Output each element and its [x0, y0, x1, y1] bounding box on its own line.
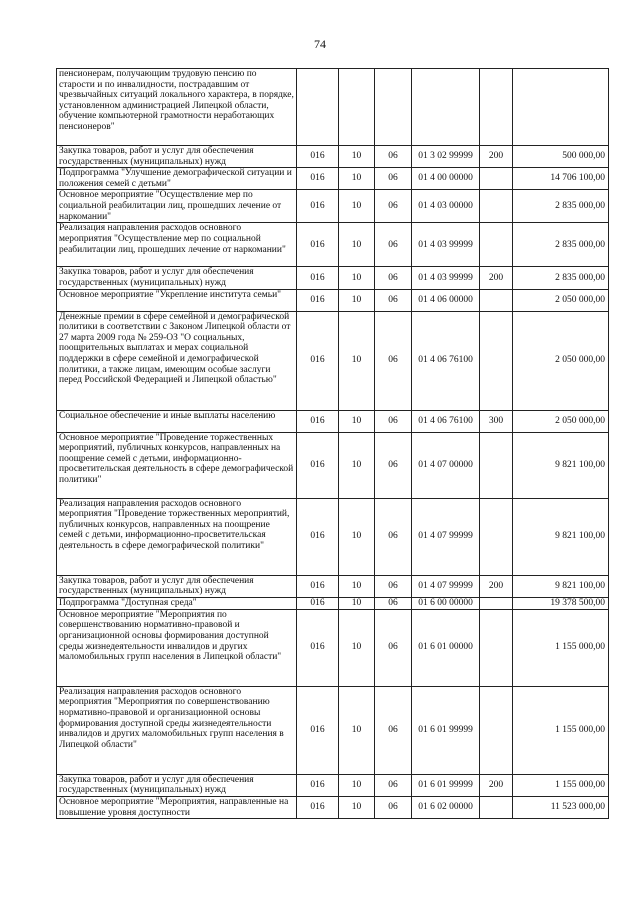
section-code-cell: 10	[339, 597, 375, 609]
row-name-cell: Реализация направления расходов основного мероприятия "Осуществление мер по социальной реабилитации лиц, прошедших лечение от наркомании"	[57, 223, 297, 267]
section-code-cell: 10	[339, 267, 375, 289]
amount-cell: 19 378 500,00	[513, 597, 609, 609]
budget-table-body	[57, 69, 609, 819]
expense-type-cell: 200	[480, 575, 513, 597]
table-row	[57, 686, 609, 774]
grbs-code-cell: 016	[297, 597, 339, 609]
amount-cell: 2 835 000,00	[513, 267, 609, 289]
expense-type-cell	[480, 69, 513, 146]
section-code-cell: 10	[339, 796, 375, 818]
grbs-code-cell: 016	[297, 289, 339, 311]
section-code-cell: 10	[339, 498, 375, 575]
section-code-cell: 10	[339, 432, 375, 498]
subsection-code-cell: 06	[375, 190, 412, 223]
expense-type-cell	[480, 686, 513, 774]
amount-cell: 2 050 000,00	[513, 410, 609, 432]
expense-type-cell: 200	[480, 267, 513, 289]
subsection-code-cell: 06	[375, 410, 412, 432]
row-name-cell: Закупка товаров, работ и услуг для обеспечения государственных (муниципальных) нужд	[57, 267, 297, 289]
subsection-code-cell: 06	[375, 289, 412, 311]
table-row	[57, 267, 609, 289]
expense-type-cell	[480, 311, 513, 410]
expense-type-cell	[480, 168, 513, 190]
amount-cell: 1 155 000,00	[513, 609, 609, 686]
table-row	[57, 146, 609, 168]
expense-type-cell: 200	[480, 774, 513, 796]
amount-cell: 9 821 100,00	[513, 575, 609, 597]
amount-cell: 1 155 000,00	[513, 774, 609, 796]
table-row	[57, 410, 609, 432]
subsection-code-cell: 06	[375, 796, 412, 818]
section-code-cell: 10	[339, 686, 375, 774]
section-code-cell: 10	[339, 168, 375, 190]
section-code-cell	[339, 69, 375, 146]
target-article-cell: 01 4 07 99999	[412, 498, 480, 575]
grbs-code-cell: 016	[297, 410, 339, 432]
row-name-cell: Основное мероприятие "Укрепление института семьи"	[57, 289, 297, 311]
table-row	[57, 190, 609, 223]
amount-cell: 500 000,00	[513, 146, 609, 168]
amount-cell: 1 155 000,00	[513, 686, 609, 774]
target-article-cell: 01 6 01 99999	[412, 686, 480, 774]
grbs-code-cell: 016	[297, 686, 339, 774]
grbs-code-cell: 016	[297, 223, 339, 267]
target-article-cell: 01 4 03 99999	[412, 267, 480, 289]
grbs-code-cell: 016	[297, 190, 339, 223]
row-name-cell: Основное мероприятие "Мероприятия по совершенствованию нормативно-правовой и организационной основы формирования доступной среды жизнедеятельности инвалидов и других маломобильных групп населения в Липецкой области"	[57, 609, 297, 686]
amount-cell: 2 050 000,00	[513, 311, 609, 410]
section-code-cell: 10	[339, 774, 375, 796]
subsection-code-cell: 06	[375, 311, 412, 410]
grbs-code-cell: 016	[297, 432, 339, 498]
subsection-code-cell	[375, 69, 412, 146]
grbs-code-cell: 016	[297, 146, 339, 168]
table-row	[57, 311, 609, 410]
section-code-cell: 10	[339, 190, 375, 223]
amount-cell: 11 523 000,00	[513, 796, 609, 818]
target-article-cell	[412, 69, 480, 146]
target-article-cell: 01 4 00 00000	[412, 168, 480, 190]
expense-type-cell	[480, 796, 513, 818]
subsection-code-cell: 06	[375, 575, 412, 597]
amount-cell	[513, 69, 609, 146]
subsection-code-cell: 06	[375, 267, 412, 289]
subsection-code-cell: 06	[375, 686, 412, 774]
page-number: 74	[314, 37, 326, 51]
budget-table	[56, 68, 609, 819]
section-code-cell: 10	[339, 609, 375, 686]
table-row	[57, 609, 609, 686]
row-name-cell: Реализация направления расходов основного мероприятия "Мероприятия по совершенствованию нормативно-правовой и организационной основы формирования доступной среды жизнедеятельности инвалидов и других маломобильных групп населения в Липецкой области"	[57, 686, 297, 774]
subsection-code-cell: 06	[375, 223, 412, 267]
section-code-cell: 10	[339, 146, 375, 168]
target-article-cell: 01 3 02 99999	[412, 146, 480, 168]
target-article-cell: 01 4 06 76100	[412, 410, 480, 432]
target-article-cell: 01 4 07 99999	[412, 575, 480, 597]
target-article-cell: 01 6 01 99999	[412, 774, 480, 796]
section-code-cell: 10	[339, 410, 375, 432]
expense-type-cell	[480, 432, 513, 498]
amount-cell: 2 835 000,00	[513, 190, 609, 223]
section-code-cell: 10	[339, 289, 375, 311]
expense-type-cell	[480, 289, 513, 311]
subsection-code-cell: 06	[375, 597, 412, 609]
target-article-cell: 01 4 06 00000	[412, 289, 480, 311]
table-row	[57, 69, 609, 146]
target-article-cell: 01 6 00 00000	[412, 597, 480, 609]
table-row	[57, 575, 609, 597]
table-row	[57, 597, 609, 609]
amount-cell: 14 706 100,00	[513, 168, 609, 190]
row-name-cell: Денежные премии в сфере семейной и демографической политики в соответствии с Законом Липецкой области от 27 марта 2009 года № 259-ОЗ "О социальных, поощрительных выплатах и мерах социальной поддержки в сфере семейной и демографической политики, а также лицам, имеющим особые заслуги перед Российской Федерацией и Липецкой областью"	[57, 311, 297, 410]
subsection-code-cell: 06	[375, 498, 412, 575]
table-row	[57, 498, 609, 575]
target-article-cell: 01 6 02 00000	[412, 796, 480, 818]
amount-cell: 2 050 000,00	[513, 289, 609, 311]
grbs-code-cell: 016	[297, 267, 339, 289]
subsection-code-cell: 06	[375, 774, 412, 796]
subsection-code-cell: 06	[375, 146, 412, 168]
grbs-code-cell: 016	[297, 498, 339, 575]
amount-cell: 9 821 100,00	[513, 498, 609, 575]
grbs-code-cell: 016	[297, 774, 339, 796]
amount-cell: 9 821 100,00	[513, 432, 609, 498]
expense-type-cell: 300	[480, 410, 513, 432]
row-name-cell: Реализация направления расходов основного мероприятия "Проведение торжественных мероприятий, публичных конкурсов, направленных на поощрение семей с детьми, информационно-просветительская деятельность в сфере демографической политики"	[57, 498, 297, 575]
expense-type-cell	[480, 597, 513, 609]
row-name-cell: Основное мероприятие "Проведение торжественных мероприятий, публичных конкурсов, направленных на поощрение семей с детьми, информационно-просветительская деятельность в сфере демографической политики"	[57, 432, 297, 498]
expense-type-cell	[480, 498, 513, 575]
target-article-cell: 01 6 01 00000	[412, 609, 480, 686]
target-article-cell: 01 4 03 00000	[412, 190, 480, 223]
row-name-cell: Основное мероприятие "Осуществление мер по социальной реабилитации лиц, прошедших лечение от наркомании"	[57, 190, 297, 223]
grbs-code-cell: 016	[297, 796, 339, 818]
row-name-cell: Закупка товаров, работ и услуг для обеспечения государственных (муниципальных) нужд	[57, 575, 297, 597]
row-name-cell: пенсионерам, получающим трудовую пенсию по старости и по инвалидности, пострадавшим от чрезвычайных ситуаций локального характера, в порядке, установленном администрацией Липецкой области, обучение компьютерной грамотности неработающих пенсионеров"	[57, 69, 297, 146]
amount-cell: 2 835 000,00	[513, 223, 609, 267]
expense-type-cell: 200	[480, 146, 513, 168]
grbs-code-cell: 016	[297, 168, 339, 190]
grbs-code-cell	[297, 69, 339, 146]
table-row	[57, 289, 609, 311]
table-row	[57, 223, 609, 267]
expense-type-cell	[480, 223, 513, 267]
table-row	[57, 796, 609, 818]
section-code-cell: 10	[339, 311, 375, 410]
row-name-cell: Подпрограмма "Доступная среда"	[57, 597, 297, 609]
table-row	[57, 774, 609, 796]
target-article-cell: 01 4 07 00000	[412, 432, 480, 498]
row-name-cell: Закупка товаров, работ и услуг для обеспечения государственных (муниципальных) нужд	[57, 774, 297, 796]
grbs-code-cell: 016	[297, 311, 339, 410]
grbs-code-cell: 016	[297, 609, 339, 686]
subsection-code-cell: 06	[375, 168, 412, 190]
target-article-cell: 01 4 03 99999	[412, 223, 480, 267]
section-code-cell: 10	[339, 223, 375, 267]
row-name-cell: Социальное обеспечение и иные выплаты населению	[57, 410, 297, 432]
subsection-code-cell: 06	[375, 609, 412, 686]
section-code-cell: 10	[339, 575, 375, 597]
table-row	[57, 168, 609, 190]
table-row	[57, 432, 609, 498]
target-article-cell: 01 4 06 76100	[412, 311, 480, 410]
grbs-code-cell: 016	[297, 575, 339, 597]
expense-type-cell	[480, 609, 513, 686]
row-name-cell: Основное мероприятие "Мероприятия, направленные на повышение уровня доступности	[57, 796, 297, 818]
row-name-cell: Подпрограмма "Улучшение демографической ситуации и положения семей с детьми"	[57, 168, 297, 190]
row-name-cell: Закупка товаров, работ и услуг для обеспечения государственных (муниципальных) нужд	[57, 146, 297, 168]
expense-type-cell	[480, 190, 513, 223]
subsection-code-cell: 06	[375, 432, 412, 498]
